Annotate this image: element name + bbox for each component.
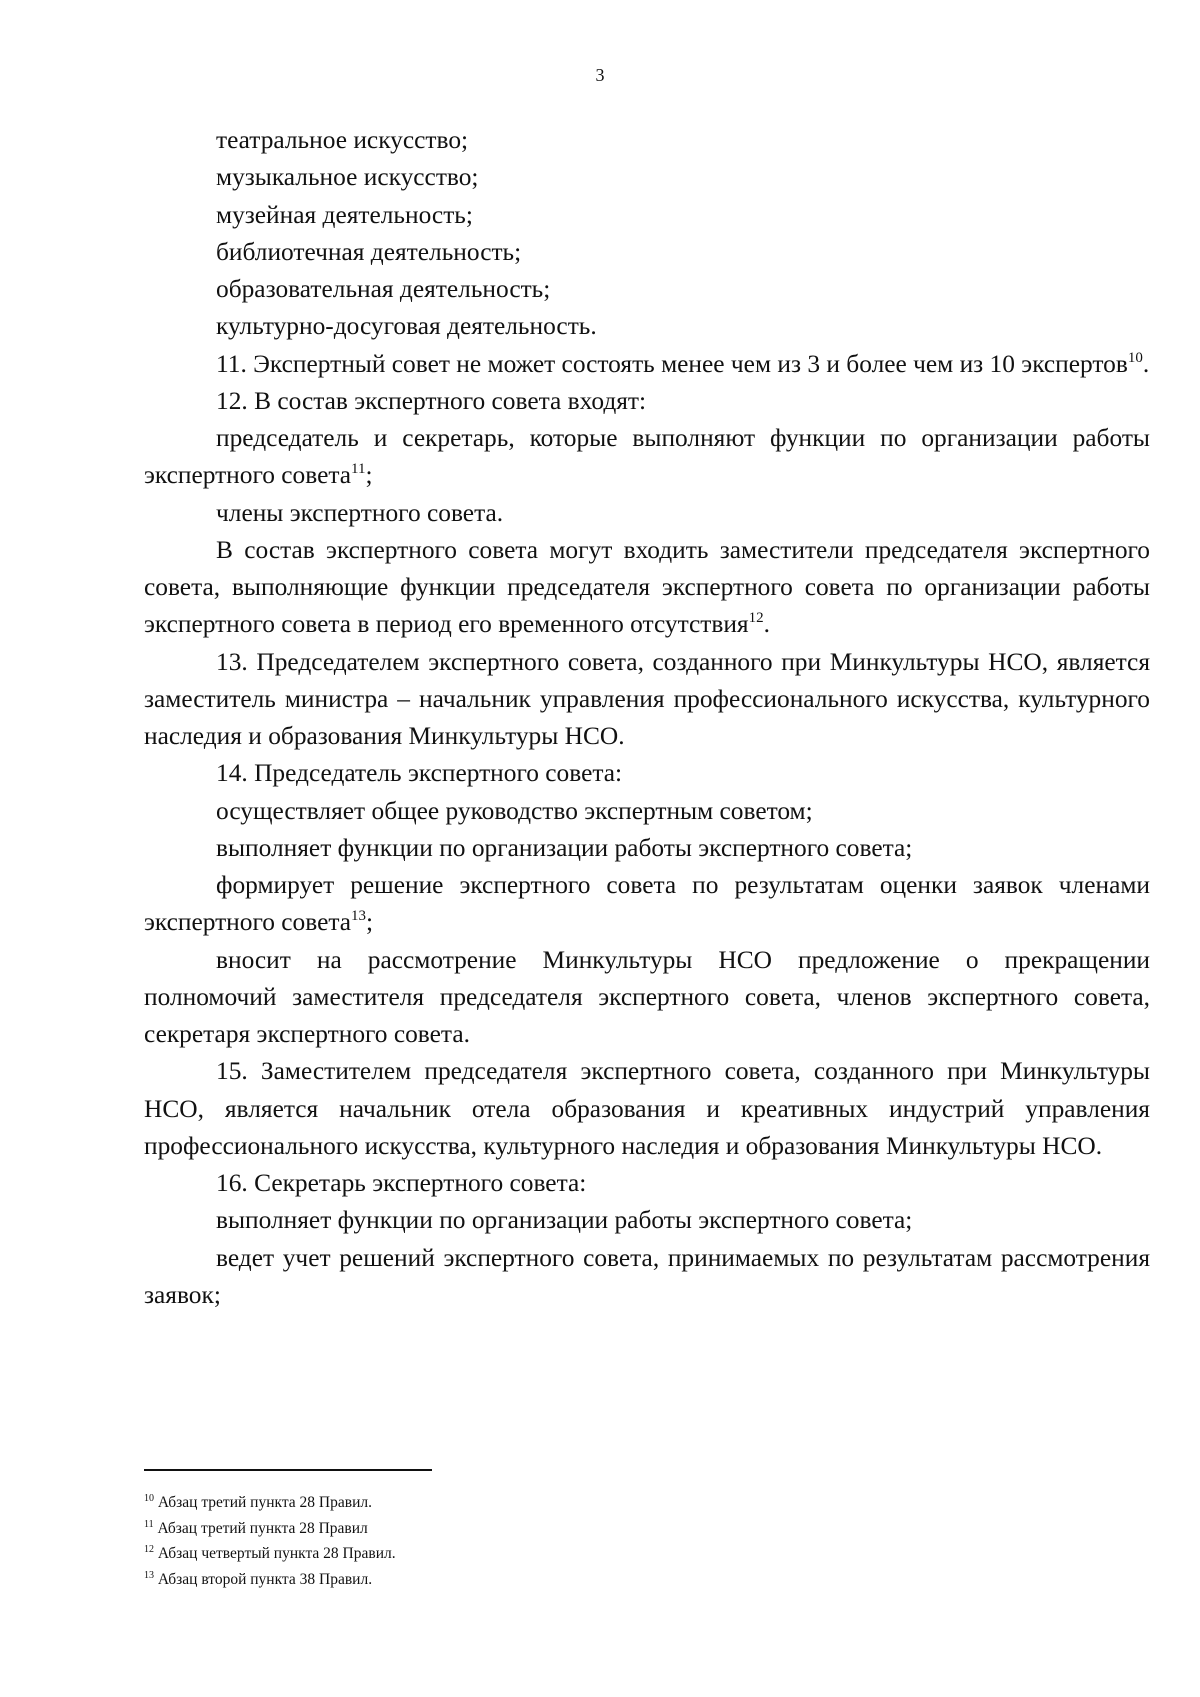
paragraph: члены экспертного совета.	[216, 498, 504, 527]
paragraph-item-14: 14. Председатель экспертного совета:	[216, 759, 623, 788]
footnote-ref: 11	[351, 461, 366, 478]
paragraph: председатель и секретарь, которые выполняют функции по организации работы экспертного совета$^{11}$;	[144, 424, 1150, 490]
paragraph: формирует решение экспертного совета по результатам оценки заявок членами экспертного совета$^{13}$;	[144, 871, 1150, 937]
paragraph: музейная деятельность;	[216, 200, 473, 229]
paragraph: выполняет функции по организации работы экспертного совета;	[216, 1206, 913, 1235]
footnote-number: 11	[144, 1518, 154, 1530]
document-body	[144, 122, 1150, 1314]
page-number: 3	[595, 65, 605, 85]
footnote-number: 10	[144, 1493, 154, 1504]
footnote: $^{13}$ Абзац второй пункта 38 Правил.	[144, 1569, 373, 1588]
paragraph-item-16: 16. Секретарь экспертного совета:	[216, 1169, 587, 1197]
footnotes	[144, 1490, 944, 1592]
paragraph-item-12: 12. В состав экспертного совета входят:	[216, 386, 647, 415]
paragraph: музыкальное искусство;	[216, 163, 479, 192]
paragraph: культурно-досуговая деятельность.	[216, 312, 597, 341]
paragraph-item-13: 13. Председателем экспертного совета, созданного при Минкультуры НСО, является заместитель министра – начальник управления профессионального искусства, культурного наследия и образования Минкультуры НСО.	[144, 647, 1150, 750]
paragraph: театральное искусство;	[216, 126, 469, 154]
footnote-number: 13	[144, 1569, 154, 1581]
footnote: $^{11}$ Абзац третий пункта 28 Правил	[144, 1518, 368, 1537]
paragraph: библиотечная деятельность;	[216, 237, 522, 266]
paragraph: осуществляет общее руководство экспертным советом;	[216, 796, 813, 825]
paragraph-item-11: 11. Экспертный совет не может состоять менее чем из 3 и более чем из 10 экспертов$^{10}$.	[216, 349, 1150, 378]
footnote: $^{12}$ Абзац четвертый пункта 28 Правил.	[144, 1544, 396, 1562]
footnote-ref: 10	[1127, 349, 1143, 366]
footnote-separator	[144, 1469, 432, 1471]
footnote-ref: 13	[351, 908, 367, 925]
paragraph: выполняет функции по организации работы экспертного совета;	[216, 833, 913, 862]
footnote: $^{10}$ Абзац третий пункта 28 Правил.	[144, 1493, 372, 1511]
paragraph-item-15: 15. Заместителем председателя экспертного совета, созданного при Минкультуры НСО, является начальник отела образования и креативных индустрий управления профессионального искусства, культурного наследия и образования Минкультуры НСО.	[144, 1057, 1150, 1160]
paragraph: В состав экспертного совета могут входить заместители председателя экспертного совета, выполняющие функции председателя экспертного совета по организации работы экспертного совета в период его временного отсутствия$^{12}$.	[144, 535, 1150, 639]
paragraph: ведет учет решений экспертного совета, принимаемых по результатам рассмотрения заявок;	[144, 1243, 1150, 1309]
footnote-number: 12	[144, 1544, 154, 1555]
footnote-ref: 12	[748, 610, 764, 627]
paragraph: вносит на рассмотрение Минкультуры НСО предложение о прекращении полномочий заместителя председателя экспертного совета, членов экспертного совета, секретаря экспертного совета.	[144, 945, 1150, 1048]
paragraph: образовательная деятельность;	[216, 275, 551, 303]
